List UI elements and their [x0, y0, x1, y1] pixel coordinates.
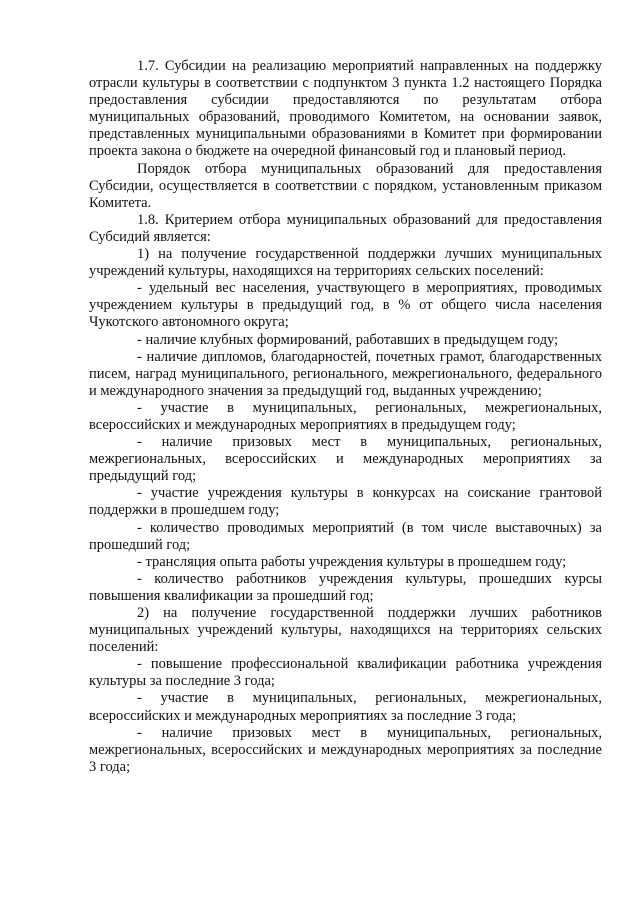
- paragraph-1-7-subsidy-selection: 1.7. Субсидии на реализацию мероприятий направленных на поддержку отрасли культуры в соответствии с подпунктом 3 пункта 1.2 настоящего Порядка предоставления субсидии предоставляются по результатам отбора муниципальных образований, проводимого Комитетом, на основании заявок, представленных муниципальными образованиями в Комитет при формировании проекта закона о бюджете на очередной финансовый год и плановый период.: [89, 58, 602, 160]
- list-item-qualification: - повышение профессиональной квалификации работника учреждения культуры за последние 3 года;: [89, 656, 602, 690]
- list-item-events-count: - количество проводимых мероприятий (в том числе выставочных) за прошедший год;: [89, 519, 602, 553]
- list-item-event-participation: - участие в муниципальных, региональных, межрегиональных, всероссийских и международных мероприятиях в предыдущем году;: [89, 399, 602, 433]
- list-item-club-formations: - наличие клубных формирований, работавших в предыдущем году;: [137, 331, 559, 348]
- document-page: [89, 58, 602, 776]
- paragraph-criteria-institutions: 1) на получение государственной поддержки лучших муниципальных учреждений культуры, находящихся на территориях сельских поселений:: [89, 246, 602, 280]
- list-item-diplomas-awards: - наличие дипломов, благодарностей, почетных грамот, благодарственных писем, наград муниципального, регионального, межрегионального, федерального и международного значения за предыдущий год, выданных учреждению;: [89, 348, 602, 399]
- list-item-prize-places: - наличие призовых мест в муниципальных, региональных, межрегиональных, всероссийских и международных мероприятиях за предыдущий год;: [89, 434, 602, 485]
- paragraph-1-8-criteria: 1.8. Критерием отбора муниципальных образований для предоставления Субсидий является:: [89, 211, 602, 245]
- list-item-worker-participation: - участие в муниципальных, региональных, межрегиональных, всероссийских и международных мероприятиях за последние 3 года;: [89, 690, 602, 724]
- list-item-grant-contests: - участие учреждения культуры в конкурсах на соискание грантовой поддержки в прошедшем году;: [89, 485, 602, 519]
- paragraph-selection-procedure: Порядок отбора муниципальных образований для предоставления Субсидии, осуществляется в соответствии с порядком, установленным приказом Комитета.: [89, 160, 602, 211]
- list-item-experience-sharing: - трансляция опыта работы учреждения культуры в прошедшем году;: [137, 553, 567, 570]
- list-item-worker-prizes: - наличие призовых мест в муниципальных, региональных, межрегиональных, всероссийских и международных мероприятиях за последние 3 года;: [89, 724, 602, 775]
- list-item-population-share: - удельный вес населения, участвующего в мероприятиях, проводимых учреждением культуры в предыдущий год, в % от общего числа населения Чукотского автономного округа;: [89, 280, 602, 331]
- list-item-staff-training: - количество работников учреждения культуры, прошедших курсы повышения квалификации за прошедший год;: [89, 570, 602, 604]
- paragraph-criteria-workers: 2) на получение государственной поддержки лучших работников муниципальных учреждений культуры, находящихся на территориях сельских поселений:: [89, 605, 602, 656]
